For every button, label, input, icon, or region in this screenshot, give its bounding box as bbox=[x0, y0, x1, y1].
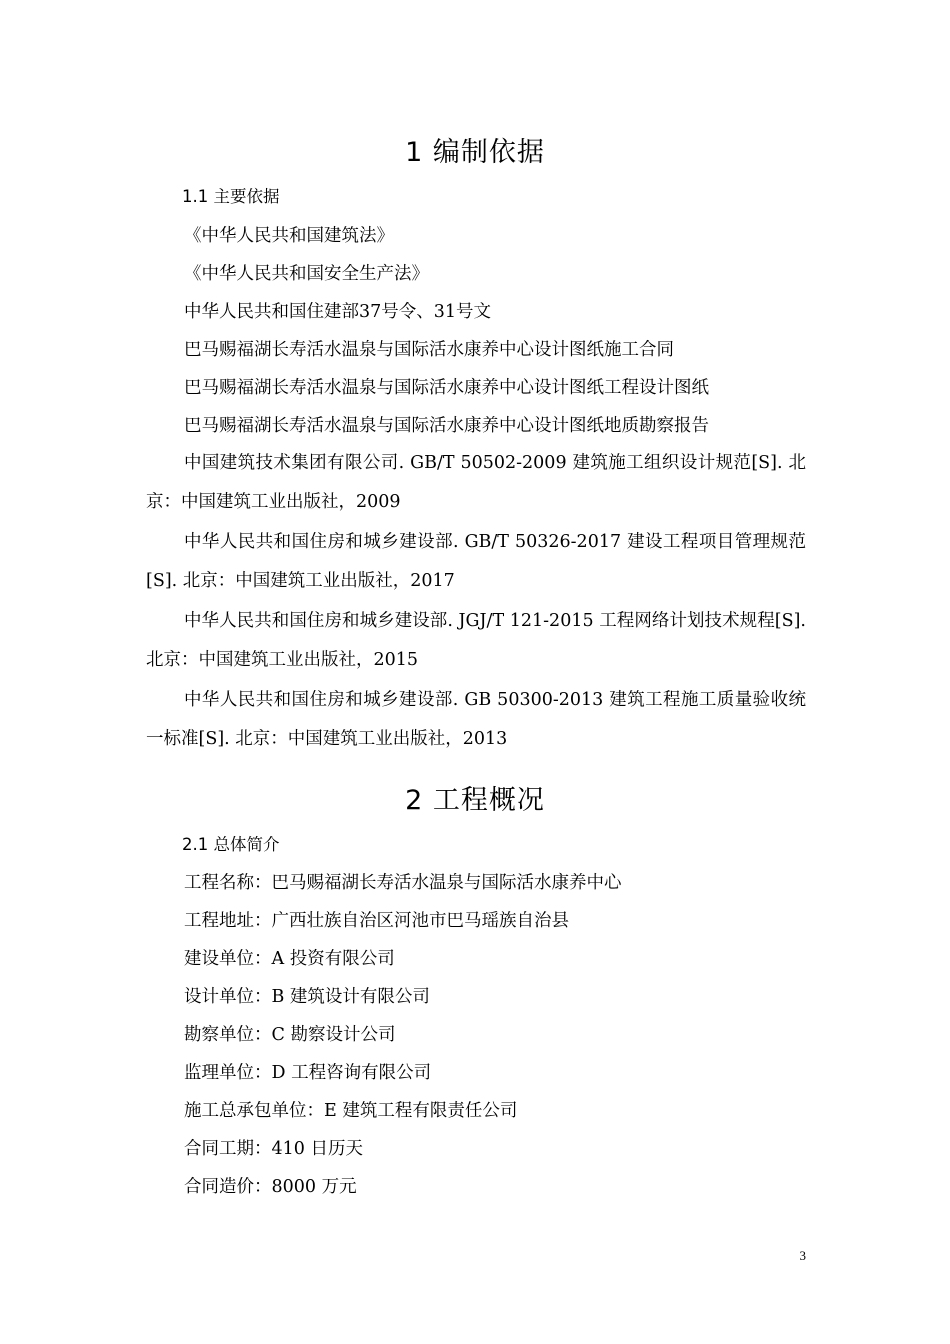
reference-paragraph: 中华人民共和国住房和城乡建设部. GB/T 50326-2017 建设工程项目管理规范[S]. 北京：中国建筑工业出版社，2017 bbox=[146, 532, 806, 591]
page-number: 3 bbox=[799, 1248, 806, 1263]
overview-item: 工程名称：巴马赐福湖长寿活水温泉与国际活水康养中心 bbox=[184, 873, 622, 893]
basis-item: 《中华人民共和国安全生产法》 bbox=[184, 264, 429, 284]
basis-item: 巴马赐福湖长寿活水温泉与国际活水康养中心设计图纸工程设计图纸 bbox=[184, 378, 709, 398]
section-1-title: 1 编制依据 bbox=[405, 137, 545, 168]
overview-item: 建设单位：A 投资有限公司 bbox=[184, 949, 395, 969]
overview-item: 设计单位：B 建筑设计有限公司 bbox=[184, 987, 430, 1007]
overview-item: 合同工期：410 日历天 bbox=[184, 1139, 363, 1159]
overview-item: 施工总承包单位：E 建筑工程有限责任公司 bbox=[184, 1101, 518, 1121]
basis-item: 巴马赐福湖长寿活水温泉与国际活水康养中心设计图纸施工合同 bbox=[184, 340, 674, 360]
overview-item: 合同造价：8000 万元 bbox=[184, 1177, 357, 1197]
basis-item: 中华人民共和国住建部37号令、31号文 bbox=[184, 302, 492, 322]
section-2-title: 2 工程概况 bbox=[405, 785, 545, 816]
basis-item: 《中华人民共和国建筑法》 bbox=[184, 226, 394, 246]
overview-item: 监理单位：D 工程咨询有限公司 bbox=[184, 1063, 432, 1083]
overview-item: 工程地址：广西壮族自治区河池市巴马瑶族自治县 bbox=[184, 911, 569, 931]
subsection-2-1-title: 2.1 总体简介 bbox=[182, 835, 280, 854]
overview-item: 勘察单位：C 勘察设计公司 bbox=[184, 1025, 396, 1045]
reference-paragraph: 中国建筑技术集团有限公司. GB/T 50502-2009 建筑施工组织设计规范[S]. 北京：中国建筑工业出版社，2009 bbox=[146, 453, 806, 512]
subsection-1-1-title: 1.1 主要依据 bbox=[182, 187, 280, 206]
reference-paragraph: 中华人民共和国住房和城乡建设部. JGJ/T 121-2015 工程网络计划技术规程[S]. 北京：中国建筑工业出版社，2015 bbox=[146, 611, 806, 670]
reference-paragraph: 中华人民共和国住房和城乡建设部. GB 50300-2013 建筑工程施工质量验收统一标准[S]. 北京：中国建筑工业出版社，2013 bbox=[146, 690, 806, 749]
basis-item: 巴马赐福湖长寿活水温泉与国际活水康养中心设计图纸地质勘察报告 bbox=[184, 416, 709, 436]
